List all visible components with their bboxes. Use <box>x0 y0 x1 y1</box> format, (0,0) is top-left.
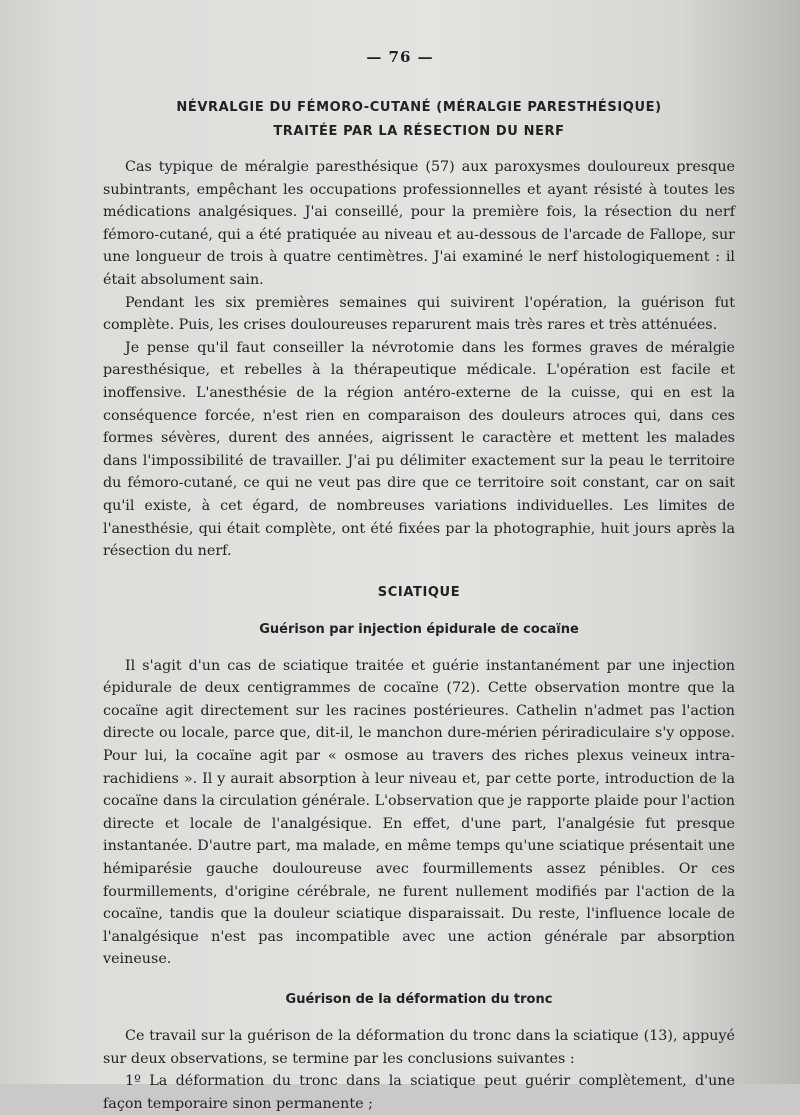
section-title-meralgie-line1: NÉVRALGIE DU FÉMORO-CUTANÉ (MÉRALGIE PARESTHÉSIQUE) <box>176 100 662 115</box>
paragraph: Je pense qu'il faut conseiller la névrotomie dans les formes graves de méralgie paresthésique, et rebelles à la thérapeutique médicale. L'opération est facile et inoffensive. L'anesthésie de la région antéro-externe de la cuisse, qui en est la conséquence forcée, n'est rien en comparaison des douleurs atroces qui, dans ces formes sévères, durent des années, aigrissent le caractère et mettent les malades dans l'impossibilité de travailler. J'ai pu délimiter exactement sur la peau le territoire du fémoro-cutané, ce qui ne veut pas dire que ce territoire soit constant, car on sait qu'il existe, à cet égard, de nombreuses variations individuelles. Les limites de l'anesthésie, qui était complète, ont été fixées par la photographie, huit jours après la résection du nerf. <box>103 339 735 560</box>
section-title-sciatique: SCIATIQUE <box>377 584 461 600</box>
page-content <box>103 96 735 1115</box>
paragraph: 1º La déformation du tronc dans la sciatique peut guérir complètement, d'une façon temporaire sinon permanente ; <box>103 1073 735 1112</box>
page-number: — 76 — <box>366 48 434 66</box>
paragraph: Ce travail sur la guérison de la déformation du tronc dans la sciatique (13), appuyé sur deux observations, se termine par les conclusions suivantes : <box>103 1028 735 1067</box>
paragraph: Il s'agit d'un cas de sciatique traitée et guérie instantanément par une injection épidurale de deux centigrammes de cocaïne (72). Cette observation montre que la cocaïne agit directement sur les racines postérieures. Cathelin n'admet pas l'action directe ou locale, parce que, dit-il, le manchon dure-mérien périradiculaire s'y oppose. Pour lui, la cocaïne agit par « osmose au travers des riches plexus veineux intra-rachidiens ». Il y aurait absorption à leur niveau et, par cette porte, introduction de la cocaïne dans la circulation générale. L'observation que je rapporte plaide pour l'action directe et locale de l'analgésique. En effet, d'une part, l'analgésie fut presque instantanée. D'autre part, ma malade, en même temps qu'une sciatique présentait une hémiparésie gauche douloureuse avec fourmillements assez pénibles. Or ces fourmillements, d'origine cérébrale, ne furent nullement modifiés par l'action de la cocaïne, tandis que la douleur sciatique disparaissait. Du reste, l'influence locale de l'analgésique n'est pas incompatible avec une action générale par absorption veineuse. <box>103 657 735 968</box>
subsection-title-cocaine: Guérison par injection épidurale de cocaïne <box>259 621 579 637</box>
paragraph: Pendant les six premières semaines qui suivirent l'opération, la guérison fut complète. Puis, les crises douloureuses reparurent mais très rares et très atténuées. <box>103 294 735 334</box>
section-title-meralgie-line2: TRAITÉE PAR LA RÉSECTION DU NERF <box>273 124 565 139</box>
paragraph: Cas typique de méralgie paresthésique (57) aux paroxysmes douloureux presque subintrants, empêchant les occupations professionnelles et ayant résisté à toutes les médications analgésiques. J'ai conseillé, pour la première fois, la résection du nerf fémoro-cutané, qui a été pratiquée au niveau et au-dessous de l'arcade de Fallope, sur une longueur de trois à quatre centimètres. J'ai examiné le nerf histologiquement : il était absolument sain. <box>103 159 735 288</box>
subsection-title-tronc: Guérison de la déformation du tronc <box>285 992 553 1007</box>
